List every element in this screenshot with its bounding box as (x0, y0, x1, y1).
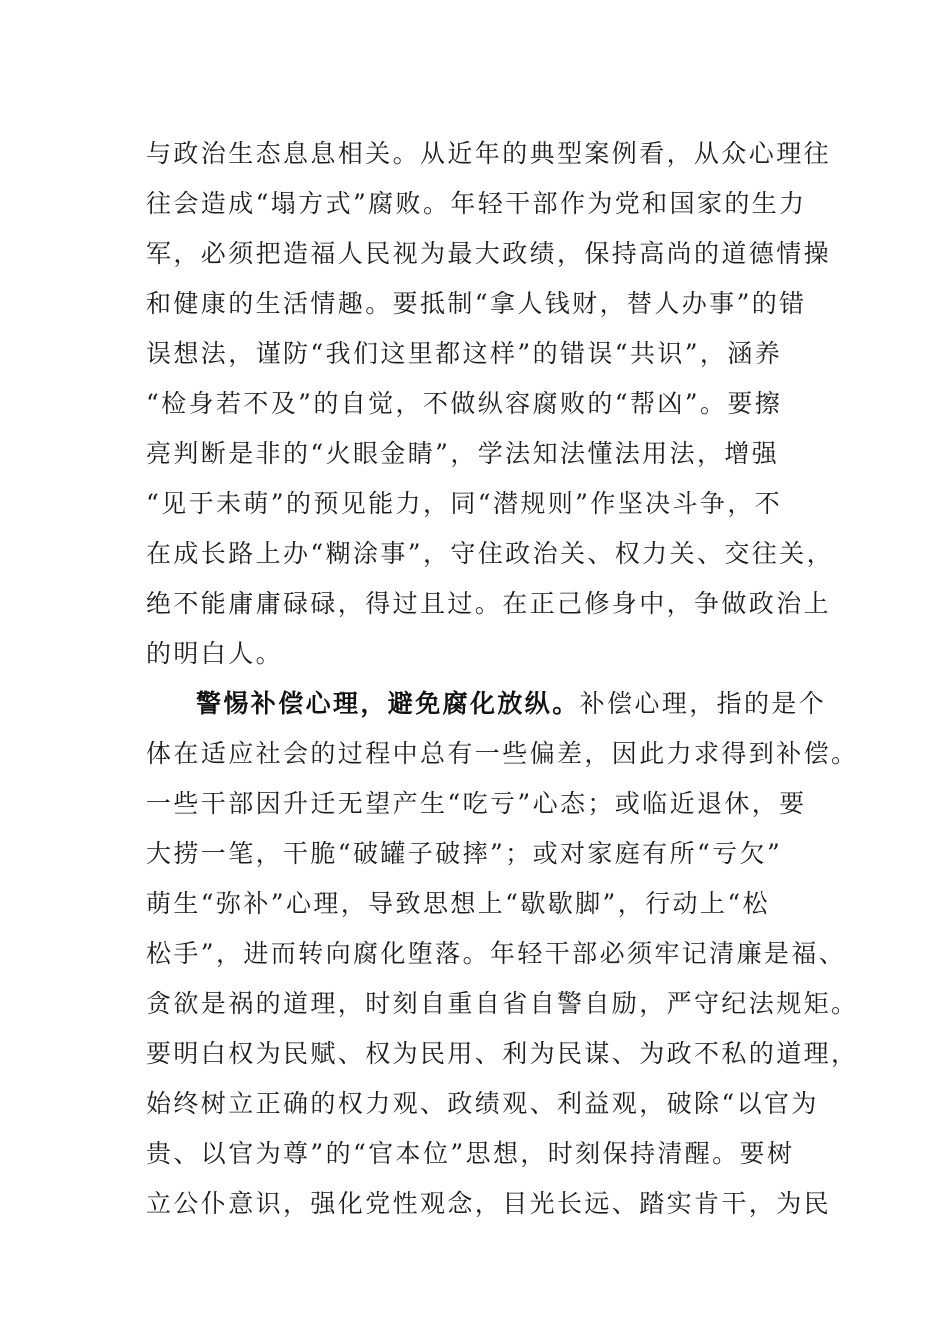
paragraph-2-line-11: 立公仆意识，强化党性观念，目光长远、踏实肯干，为民 (146, 1189, 832, 1218)
paragraph-1-line-5: 误想法，谨防“我们这里都这样”的错误“共识”，涵养 (146, 339, 783, 368)
paragraph-2-line-4: 大捞一笔，干脆“破罐子破摔”；或对家庭有所“亏欠” (146, 839, 783, 868)
paragraph-1-line-7: 亮判断是非的“火眼金睛”，学法知法懂法用法，增强 (146, 439, 780, 468)
paragraph-2-line-3: 一些干部因升迁无望产生“吃亏”心态；或临近退休，要 (146, 789, 807, 818)
paragraph-1-line-4: 和健康的生活情趣。要抵制“拿人钱财，替人办事”的错 (146, 289, 807, 318)
paragraph-2-heading: 警惕补偿心理，避免腐化放纵。 (196, 689, 580, 718)
paragraph-1-line-6: “检身若不及”的自觉，不做纵容腐败的“帮凶”。要擦 (146, 389, 783, 418)
paragraph-1-line-3: 军，必须把造福人民视为最大政绩，保持高尚的道德情操 (146, 239, 832, 268)
paragraph-2-line-10: 贵、以官为尊”的“官本位”思想，时刻保持清醒。要树 (146, 1139, 795, 1168)
paragraph-2-line-9: 始终树立正确的权力观、政绩观、利益观，破除“以官为 (146, 1089, 819, 1118)
paragraph-2-line-8: 要明白权为民赋、权为民用、利为民谋、为政不私的道理， (146, 1039, 859, 1068)
paragraph-2-line-7: 贪欲是祸的道理，时刻自重自省自警自励，严守纪法规矩。 (146, 989, 859, 1018)
paragraph-1-line-8: “见于未萌”的预见能力，同“潜规则”作坚决斗争，不 (146, 489, 783, 518)
paragraph-1-line-1: 与政治生态息息相关。从近年的典型案例看，从众心理往 (146, 139, 832, 168)
paragraph-2-line-5: 萌生“弥补”心理，导致思想上“歇歇脚”，行动上“松 (146, 889, 770, 918)
paragraph-2-first-line (196, 689, 826, 719)
paragraph-2-line-6: 松手”，进而转向腐化堕落。年轻干部必须牢记清廉是福、 (146, 939, 847, 968)
paragraph-1-line-11: 的明白人。 (146, 639, 284, 668)
paragraph-1-line-2: 往会造成“塌方式”腐败。年轻干部作为党和国家的生力 (146, 189, 807, 218)
paragraph-1-line-10: 绝不能庸庸碌碌，得过且过。在正己修身中，争做政治上 (146, 589, 832, 618)
paragraph-2-line-2: 体在适应社会的过程中总有一些偏差，因此力求得到补偿。 (146, 739, 859, 768)
paragraph-2-first-line-text: 补偿心理，指的是个 (579, 689, 827, 718)
paragraph-1-line-9: 在成长路上办“糊涂事”，守住政治关、权力关、交往关， (146, 539, 834, 568)
